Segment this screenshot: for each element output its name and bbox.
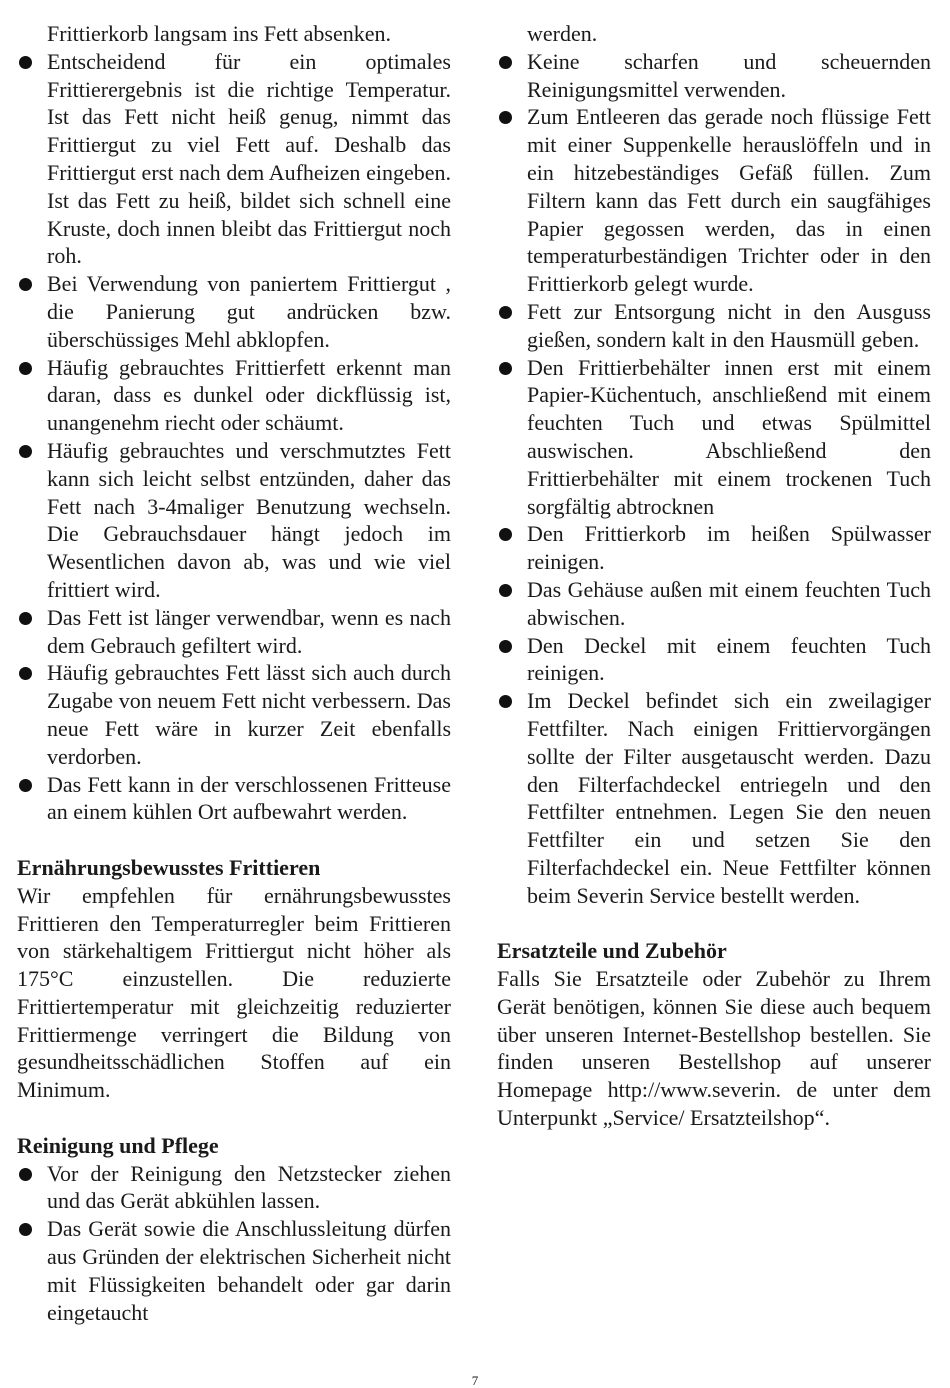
list-item: Fett zur Entsorgung nicht in den Ausguss gießen, sondern kalt in den Hausmüll geben. — [497, 298, 931, 354]
list-item: Keine scharfen und scheuernden Reinigungsmittel verwenden. — [497, 48, 931, 104]
left-column — [17, 20, 451, 1326]
right-column — [497, 20, 931, 1132]
section-text-nutrition: Wir empfehlen für ernährungsbewusstes Frittieren den Temperaturregler beim Frittieren von stärkehaltigem Frittiergut nicht höher als 175°C einzustellen. Die reduzierte Frittiertemperatur mit gleichzeitig reduzierter Frittiermenge verringert die Bildung von gesundheitsschädlichen Stoffen auf ein Minimum. — [17, 882, 451, 1103]
list-item: Häufig gebrauchtes und verschmutztes Fett kann sich leicht selbst entzünden, daher das Fett nach 3-4maliger Benutzung wechseln. Die Gebrauchsdauer hängt jedoch im Wesentlichen davon ab, was und wie viel frittiert wird. — [17, 437, 451, 604]
list-item: Das Fett ist länger verwendbar, wenn es nach dem Gebrauch gefiltert wird. — [17, 604, 451, 660]
list-item: Den Deckel mit einem feuchten Tuch reinigen. — [497, 632, 931, 688]
list-item: Das Gerät sowie die Anschlussleitung dürfen aus Gründen der elektrischen Sicherheit nicht mit Flüssigkeiten behandelt oder gar darin eingetaucht — [17, 1215, 451, 1326]
list-item: Zum Entleeren das gerade noch flüssige Fett mit einer Suppenkelle herauslöffeln und in ein hitzebeständiges Gefäß füllen. Zum Filtern kann das Fett durch ein saugfähiges Papier gegossen werden, das in einen temperaturbeständigen Trichter oder in den Frittierkorb gelegt wurde. — [497, 103, 931, 298]
cleaning-list — [17, 1160, 451, 1327]
list-item: Häufig gebrauchtes Frittierfett erkennt man daran, dass es dunkel oder dickflüssig ist, unangenehm riecht oder schäumt. — [17, 354, 451, 437]
list-item: Vor der Reinigung den Netzstecker ziehen und das Gerät abkühlen lassen. — [17, 1160, 451, 1216]
list-item: Entscheidend für ein optimales Frittierergebnis ist die richtige Temperatur. Ist das Fett nicht heiß genug, nimmt das Frittiergut zu viel Fett auf. Deshalb das Frittiergut erst nach dem Aufheizen eingeben. Ist das Fett zu heiß, bildet sich schnell eine Kruste, doch innen bleibt das Frittiergut noch roh. — [17, 48, 451, 270]
list-item: Bei Verwendung von paniertem Frittiergut , die Panierung gut andrücken bzw. überschüssiges Mehl abklopfen. — [17, 270, 451, 353]
list-item: Im Deckel befindet sich ein zweilagiger Fettfilter. Nach einigen Frittiervorgängen sollte der Filter ausgetauscht werden. Dazu den Filterfachdeckel entriegeln und den Fettfilter entnehmen. Legen Sie den neuen Fettfilter ein und setzen Sie den Filterfachdeckel ein. Neue Fettfilter können beim Severin Service bestellt werden. — [497, 687, 931, 909]
frying-tips-list — [17, 48, 451, 826]
section-heading-spare-parts: Ersatzteile und Zubehör — [497, 938, 727, 964]
page-number: 7 — [471, 1373, 479, 1388]
intro-continuation: Frittierkorb langsam ins Fett absenken. — [47, 21, 391, 46]
list-item: Den Frittierkorb im heißen Spülwasser reinigen. — [497, 520, 931, 576]
list-item: Den Frittierbehälter innen erst mit einem Papier-Küchentuch, anschließend mit einem feuchten Tuch und etwas Spülmittel auswischen. Abschließend den Frittierbehälter mit einem trockenen Tuch sorgfältig abtrocknen — [497, 354, 931, 521]
section-heading-cleaning: Reinigung und Pflege — [17, 1132, 219, 1158]
cleaning-list-continued — [497, 48, 931, 910]
list-item: Das Gehäuse außen mit einem feuchten Tuch abwischen. — [497, 576, 931, 632]
list-item: Das Fett kann in der verschlossenen Fritteuse an einem kühlen Ort aufbewahrt werden. — [17, 771, 451, 827]
right-continuation: werden. — [527, 21, 598, 46]
section-heading-nutrition: Ernährungsbewusstes Frittieren — [17, 854, 321, 880]
section-text-spare-parts: Falls Sie Ersatzteile oder Zubehör zu Ihrem Gerät benötigen, können Sie diese auch bequem über unseren Internet-Bestellshop bestellen. Sie finden unseren Bestellshop auf unserer Homepage http://www.severin. de unter dem Unterpunkt „Service/ Ersatzteilshop“. — [497, 966, 931, 1131]
list-item: Häufig gebrauchtes Fett lässt sich auch durch Zugabe von neuem Fett nicht verbessern. Das neue Fett wäre in kurzer Zeit ebenfalls verdorben. — [17, 659, 451, 770]
